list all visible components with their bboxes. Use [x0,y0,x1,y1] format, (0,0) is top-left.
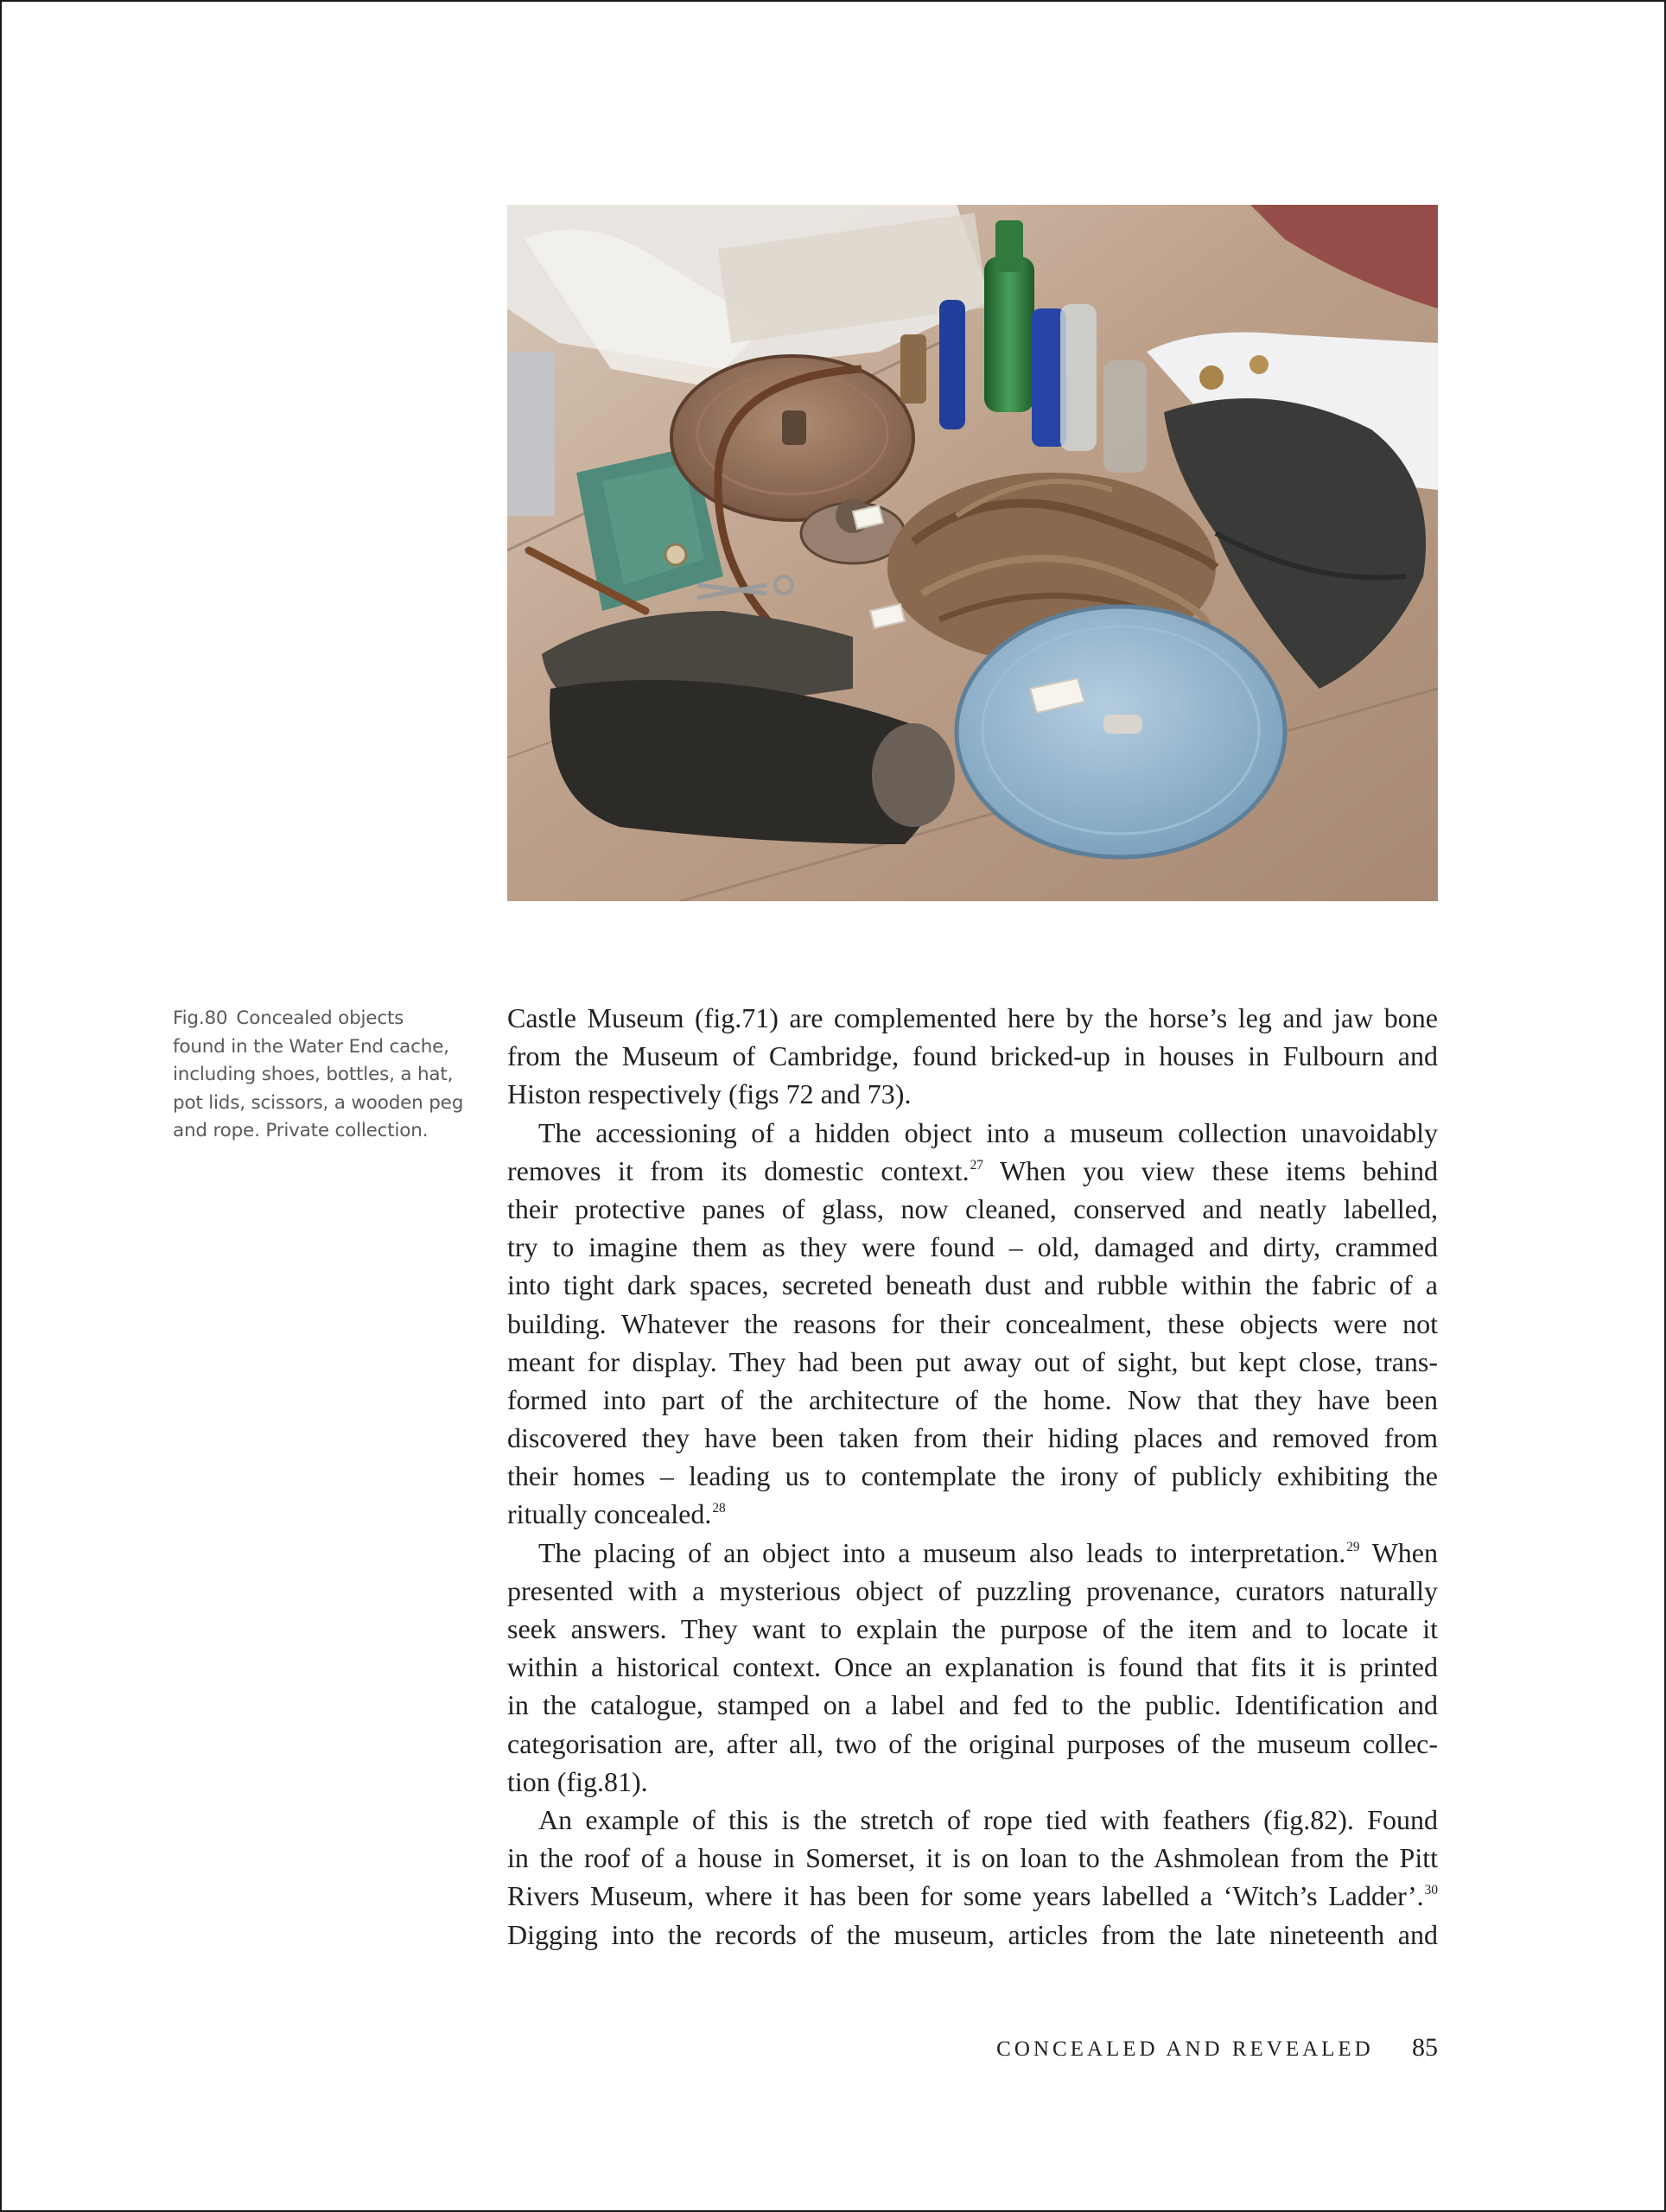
body-line: Castle Museum (fig.71) are complemented here by the horse’s leg and jaw bone [507,1002,1438,1033]
body-line: into tight dark spaces, secreted beneath dust and rubble within the fabric of a [507,1269,1438,1301]
body-line: in the roof of a house in Somerset, it is on loan to the Ashmolean from the Pitt [507,1842,1438,1874]
text-run: removes it from its domestic context. [507,1154,970,1186]
brass-object [1250,355,1269,374]
body-line [507,1152,1438,1190]
green-bottle [984,257,1034,412]
caption-text: Concealed objects [236,1007,404,1029]
figure-caption [173,1005,475,1146]
body-line [507,1534,1438,1572]
caption-line [173,1005,475,1033]
caption-line: including shoes, bottles, a hat, [173,1064,454,1085]
body-line: Histon respectively (figs 72 and 73). [507,1078,912,1110]
body-text [507,999,1438,1954]
body-line [507,1495,1438,1533]
body-line: presented with a mysterious object of puzzling provenance, curators naturally [507,1574,1438,1606]
body-line: An example of this is the stretch of rope tied with feathers (fig.82). Found [538,1803,1438,1835]
caption-line: found in the Water End cache, [173,1035,449,1058]
body-line: The accessioning of a hidden object into a museum collection unavoidably [538,1116,1438,1148]
blue-bottle [939,300,965,429]
small-brown-bottle [900,334,926,404]
body-line: try to imagine them as they were found – old, damaged and dirty, crammed [507,1231,1438,1263]
caption-line: pot lids, scissors, a wooden peg [173,1091,464,1114]
footnote-marker: 27 [970,1157,983,1173]
text-run: Rivers Museum, where it has been for some years labelled a ‘Witch’s Ladder’. [507,1880,1424,1912]
footnote-marker: 30 [1424,1883,1438,1898]
body-line: seek answers. They want to explain the purpose of the item and to locate it [507,1613,1438,1644]
caption-line: and rope. Private collection. [173,1120,429,1141]
body-line: their homes – leading us to contemplate the irony of publicly exhibiting the [507,1460,1438,1492]
text-run: When you view these items behind [982,1154,1439,1186]
grey-box [507,352,555,516]
clear-bottle [1103,360,1147,473]
copper-lid-handle [782,410,806,445]
body-line: building. Whatever the reasons for their concealment, these objects were not [507,1307,1438,1339]
body-line: from the Museum of Cambridge, found bricked-up in houses in Fulbourn and [507,1040,1438,1072]
body-line: in the catalogue, stamped on a label and fed to the public. Identification and [507,1689,1438,1721]
body-line: their protective panes of glass, now cleaned, conserved and neatly labelled, [507,1192,1438,1224]
body-line: meant for display. They had been put away out of sight, but kept close, trans- [507,1345,1438,1377]
text-run: The placing of an object into a museum also leads to interpretation. [538,1536,1346,1568]
running-head: CONCEALED AND REVEALED [996,2037,1374,2061]
body-line: Digging into the records of the museum, articles from the late nineteenth and [507,1918,1438,1950]
body-line: formed into part of the architecture of the home. Now that they have been [507,1383,1438,1415]
page-footer [996,2033,1438,2063]
shoe-toe [872,723,955,827]
green-bottle-neck [995,220,1023,272]
text-run: ritually concealed. [507,1498,712,1530]
page-number: 85 [1412,2033,1438,2062]
photo-illustration [507,205,1438,901]
body-line: tion (fig.81). [507,1765,648,1797]
text-run: When [1359,1536,1439,1568]
figure-photo [507,205,1438,901]
washer [665,544,686,565]
footnote-marker: 28 [712,1501,726,1516]
body-line [507,1877,1438,1915]
body-line: within a historical context. Once an explanation is found that fits it is printed [507,1651,1438,1683]
footnote-marker: 29 [1346,1539,1360,1554]
brass-object [1199,365,1224,390]
body-line: discovered they have been taken from their hiding places and removed from [507,1422,1438,1454]
figure-label: Fig.80 [173,1007,228,1029]
clear-bottle [1060,304,1097,451]
blue-lid-handle [1103,715,1142,734]
body-line: categorisation are, after all, two of the original purposes of the museum collec- [507,1727,1438,1759]
